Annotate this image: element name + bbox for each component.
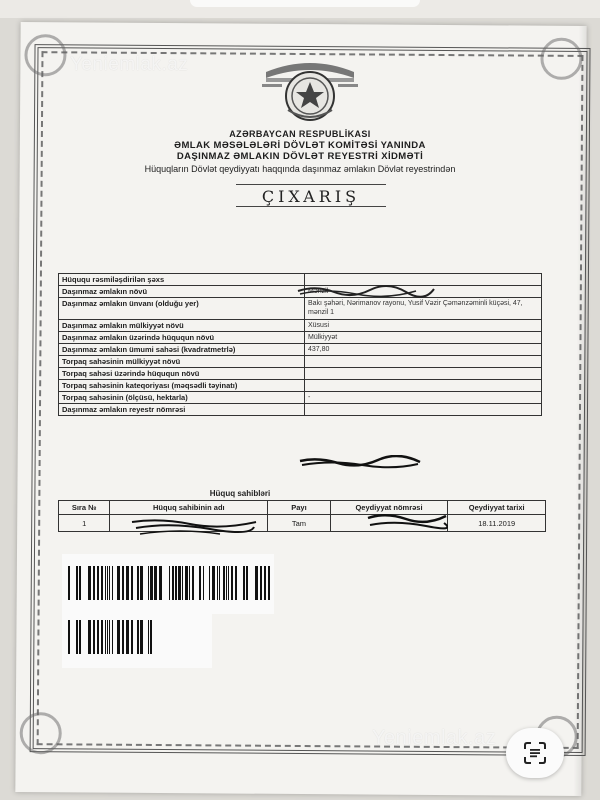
border-corner-ornament <box>24 34 66 76</box>
field-value <box>305 380 542 392</box>
table-row <box>59 332 542 344</box>
owners-header-reg-date: Qeydiyyat tarixi <box>448 501 546 515</box>
border-corner-ornament <box>20 712 62 754</box>
field-label: Daşınmaz əmlakın mülkiyyət növü <box>59 320 305 332</box>
field-value: Mülkiyyət <box>305 332 542 344</box>
field-value: Mənzil <box>305 286 542 298</box>
redaction-scribble <box>366 510 448 532</box>
watermark-top: Yeniemlak.az <box>70 54 189 75</box>
redaction-scribble <box>130 516 260 538</box>
field-value: 437,80 <box>305 344 542 356</box>
field-value: Bakı şəhəri, Nərimanov rayonu, Yusif Vəzir Çəmənzəminli küçəsi, 47, mənzil 1 <box>305 298 542 320</box>
barcode-image <box>68 620 152 654</box>
owners-header-no: Sıra № <box>59 501 110 515</box>
header-line-4: Hüquqların Dövlət qeydiyyatı haqqında daşınmaz əmlakın Dövlət reyestrindən <box>144 164 456 174</box>
field-value: - <box>305 392 542 404</box>
owner-reg-date: 18.11.2019 <box>448 515 546 532</box>
scan-text-icon <box>524 742 546 764</box>
field-value <box>305 368 542 380</box>
table-row <box>59 320 542 332</box>
header-line-3: DAŞINMAZ ƏMLAKIN DÖVLƏT REYESTRİ XİDMƏTİ <box>176 151 424 162</box>
table-row <box>59 380 542 392</box>
owners-caption: Hüquq sahibləri <box>209 489 271 498</box>
field-label: Torpaq sahəsi üzərində hüququn növü <box>59 368 305 380</box>
scan-text-button[interactable] <box>506 728 564 778</box>
owner-no: 1 <box>59 515 110 532</box>
field-label: Daşınmaz əmlakın ünvanı (olduğu yer) <box>59 298 305 320</box>
title-rule-top <box>236 184 386 185</box>
field-label: Daşınmaz əmlakın üzərində hüququn növü <box>59 332 305 344</box>
field-label: Torpaq sahəsinin kateqoriyası (məqsədli təyinatı) <box>59 380 305 392</box>
owners-header-reg-no: Qeydiyyat nömrəsi <box>330 501 448 515</box>
owners-header-share: Payı <box>268 501 330 515</box>
field-value <box>305 356 542 368</box>
table-row <box>59 344 542 356</box>
owners-header-name: Hüquq sahibinin adı <box>110 501 268 515</box>
redaction-scribble <box>296 284 436 298</box>
field-value: Xüsusi <box>305 320 542 332</box>
field-label: Daşınmaz əmlakın reyestr nömrəsi <box>59 404 305 416</box>
field-label: Daşınmaz əmlakın növü <box>59 286 305 298</box>
redaction-scribble <box>298 455 422 469</box>
document-title: ÇIXARIŞ <box>261 187 361 206</box>
top-pill <box>190 0 420 7</box>
header-line-2: ƏMLAK MƏSƏLƏLƏRİ DÖVLƏT KOMİTƏSİ YANINDA <box>174 140 426 151</box>
owner-share: Tam <box>268 515 330 532</box>
barcode-image <box>68 566 272 600</box>
title-rule-bottom <box>236 206 386 207</box>
top-bar <box>0 0 600 18</box>
field-label: Torpaq sahəsinin mülkiyyət növü <box>59 356 305 368</box>
header-line-1: AZƏRBAYCAN RESPUBLİKASI <box>229 129 371 139</box>
table-row <box>59 392 542 404</box>
table-row <box>59 298 542 320</box>
state-emblem <box>262 58 358 124</box>
table-row <box>59 404 542 416</box>
watermark-bottom: Yeniemlak.az <box>372 727 497 749</box>
field-label: Hüququ rəsmiləşdirilən şəxs <box>59 274 305 286</box>
field-label: Torpaq sahəsinin (ölçüsü, hektarla) <box>59 392 305 404</box>
table-row <box>59 356 542 368</box>
table-row <box>59 368 542 380</box>
border-corner-ornament <box>540 38 582 80</box>
field-label: Daşınmaz əmlakın ümumi sahəsi (kvadratmetrlə) <box>59 344 305 356</box>
field-value <box>305 404 542 416</box>
